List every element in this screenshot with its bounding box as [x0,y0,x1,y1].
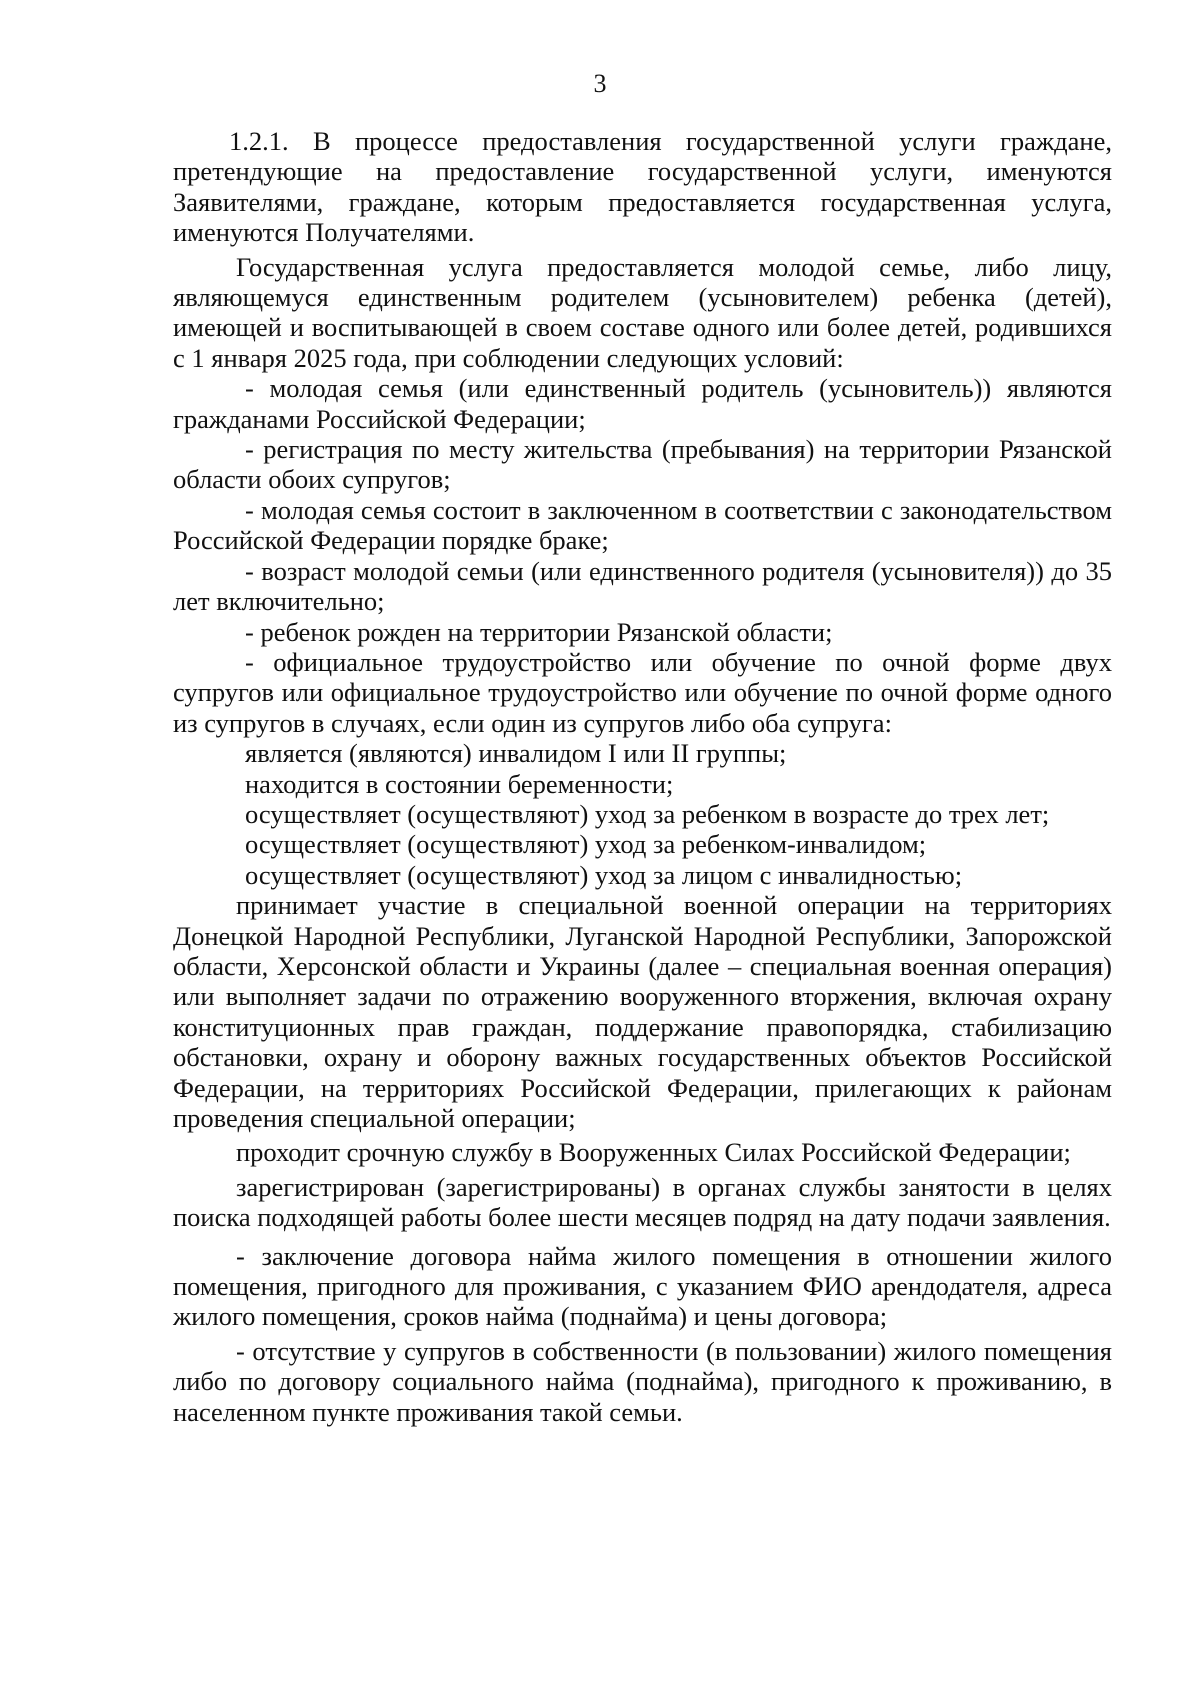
exception-conscript-service: проходит срочную службу в Вооруженных Силах Российской Федерации; [236,1137,1071,1168]
exception-military-operation: принимает участие в специальной военной операции на территориях Донецкой Народной Республики, Луганской Народной Республики, Запорожской области, Херсонской области и Украины (далее – специальная военная операция) или выполняет задачи по отражению вооруженного вторжения, включая охрану конституционных прав граждан, поддержание правопорядка, стабилизацию обстановки, охрану и оборону важных государственных объектов Российской Федерации, на территориях Российской Федерации, прилегающих к районам проведения специальной операции; [173,890,1112,1133]
condition-employment: - официальное трудоустройство или обучение по очной форме двух супругов или официальное трудоустройство или обучение по очной форме одного из супругов в случаях, если один из супругов либо оба супруга: [173,646,1112,738]
exception-childcare: осуществляет (осуществляют) уход за ребенком в возрасте до трех лет; [245,798,1050,829]
condition-citizenship: - молодая семья (или единственный родитель (усыновитель)) являются гражданами Российской Федерации; [173,373,1112,434]
condition-lease-agreement: - заключение договора найма жилого помещения в отношении жилого помещения, пригодного для проживания, с указанием ФИО арендодателя, адреса жилого помещения, сроков найма (поднайма) и цены договора; [173,1240,1112,1332]
condition-birthplace: - ребенок рожден на территории Рязанской области; [245,616,833,647]
condition-age: - возраст молодой семьи (или единственного родителя (усыновителя)) до 35 лет включительно; [173,555,1112,617]
condition-marriage: - молодая семья состоит в заключенном в соответствии с законодательством Российской Федерации порядке браке; [173,494,1112,556]
page-number: 3 [593,69,607,98]
paragraph-service-conditions: Государственная услуга предоставляется молодой семье, либо лицу, являющемуся единственным родителем (усыновителем) ребенка (детей), имеющей и воспитывающей в своем составе одного или более детей, родившихся с 1 января 2025 года, при соблюдении следующих условий: [173,251,1112,373]
paragraph-1-2-1: 1.2.1. В процессе предоставления государственной услуги граждане, претендующие на предоставление государственной услуги, именуются Заявителями, граждане, которым предоставляется государственная услуга, именуются Получателями. [173,126,1112,248]
exception-employment-service: зарегистрирован (зарегистрированы) в органах службы занятости в целях поиска подходящей работы более шести месяцев подряд на дату подачи заявления. [173,1171,1112,1233]
exception-disability: является (являются) инвалидом I или II группы; [245,738,787,769]
exception-disabled-person-care: осуществляет (осуществляют) уход за лицом с инвалидностью; [245,859,963,890]
document-body [173,126,1112,1427]
exception-disabled-child-care: осуществляет (осуществляют) уход за ребенком-инвалидом; [245,829,927,860]
exception-pregnancy: находится в состоянии беременности; [245,768,674,799]
condition-registration: - регистрация по месту жительства (пребывания) на территории Рязанской области обоих супругов; [173,434,1112,495]
condition-no-housing: - отсутствие у супругов в собственности (в пользовании) жилого помещения либо по договору социального найма (поднайма), пригодного к проживанию, в населенном пункте проживания такой семьи. [173,1335,1112,1427]
